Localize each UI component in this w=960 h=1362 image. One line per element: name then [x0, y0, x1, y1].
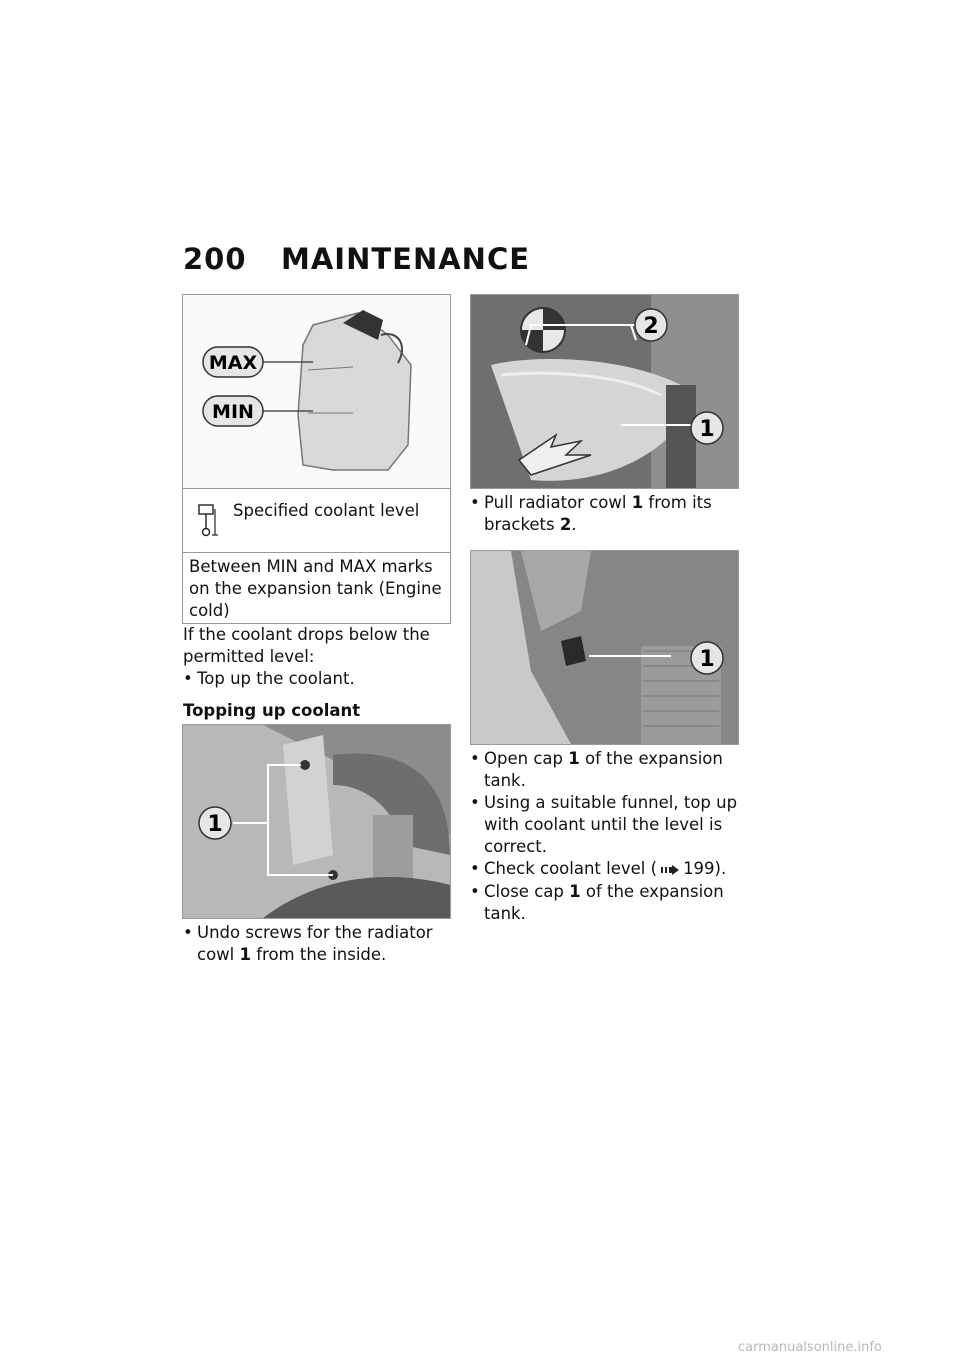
bullet-text: Check coolant level (: [484, 859, 658, 878]
bullet-text: from the inside.: [256, 945, 387, 964]
bullet-close-cap: • Close cap 1 of the expansion tank.: [470, 881, 724, 923]
bullet-pull-cowl: • Pull radiator cowl 1 from its brackets 2.: [470, 493, 712, 534]
callout-2: 2: [643, 314, 659, 339]
page-ref-arrow-icon: [661, 859, 679, 881]
spec-body: Between MIN and MAX marks on the expansion tank (Engine cold): [189, 557, 442, 620]
page-number: 200: [183, 242, 247, 276]
expansion-cap-photo: [471, 551, 738, 744]
bullet-text: Using a suitable funnel, top up with coolant until the level is correct.: [484, 793, 738, 856]
bullet-list-right: [470, 748, 740, 925]
bullet-text: of the expansion tank.: [484, 881, 724, 923]
ref-number: 2: [559, 515, 572, 534]
figure-expansion-tank: [182, 294, 451, 489]
bullet-text: Top up the coolant.: [197, 669, 355, 688]
bullet-text: of the expansion tank.: [484, 749, 723, 790]
spec-title: Specified coolant level: [233, 501, 420, 520]
ref-number: 1: [568, 749, 580, 768]
spec-box: [182, 488, 451, 624]
bullet-top-up-funnel: • Using a suitable funnel, top up with coolant until the level is correct.: [470, 792, 740, 858]
cowl-screws-photo: [183, 725, 450, 918]
pull-cowl-photo: [471, 295, 738, 488]
ref-number: 1: [569, 881, 581, 901]
bullet-text: Open cap: [484, 749, 563, 768]
bullet-text: from its brackets: [484, 493, 712, 534]
figure-expansion-cap: [470, 550, 739, 745]
bullet-check-level: • Check coolant level ( 199).: [470, 858, 740, 881]
callout-1: 1: [207, 812, 223, 837]
bullet-top-up: • Top up the coolant.: [183, 669, 355, 688]
level-gauge-icon: [197, 503, 219, 541]
page-ref[interactable]: 199).: [683, 859, 727, 878]
min-label: MIN: [212, 401, 254, 423]
callout-1: 1: [699, 647, 715, 672]
ref-number: 1: [239, 945, 251, 964]
section-heading: Topping up coolant: [183, 701, 361, 720]
bullet-undo-screws: • Undo screws for the radiator cowl 1 from the inside.: [183, 923, 433, 964]
expansion-tank-illustration: [183, 295, 450, 488]
bullet-text: Undo screws for the radiator cowl: [197, 923, 433, 964]
max-label: MAX: [208, 352, 258, 374]
watermark: carmanualsonline.info: [738, 1340, 882, 1355]
ref-number: 1: [631, 493, 644, 512]
figure-pull-cowl: [470, 294, 739, 489]
section-title: MAINTENANCE: [281, 242, 531, 276]
coolant-intro: If the coolant drops below the permitted level:: [183, 625, 430, 666]
bullet-text: Pull radiator cowl: [484, 493, 627, 512]
page-header: [183, 242, 530, 276]
callout-1: 1: [699, 417, 715, 442]
bullet-text: Close cap: [484, 881, 564, 901]
figure-cowl-screws: [182, 724, 451, 919]
bullet-open-cap: • Open cap 1 of the expansion tank.: [470, 749, 723, 790]
